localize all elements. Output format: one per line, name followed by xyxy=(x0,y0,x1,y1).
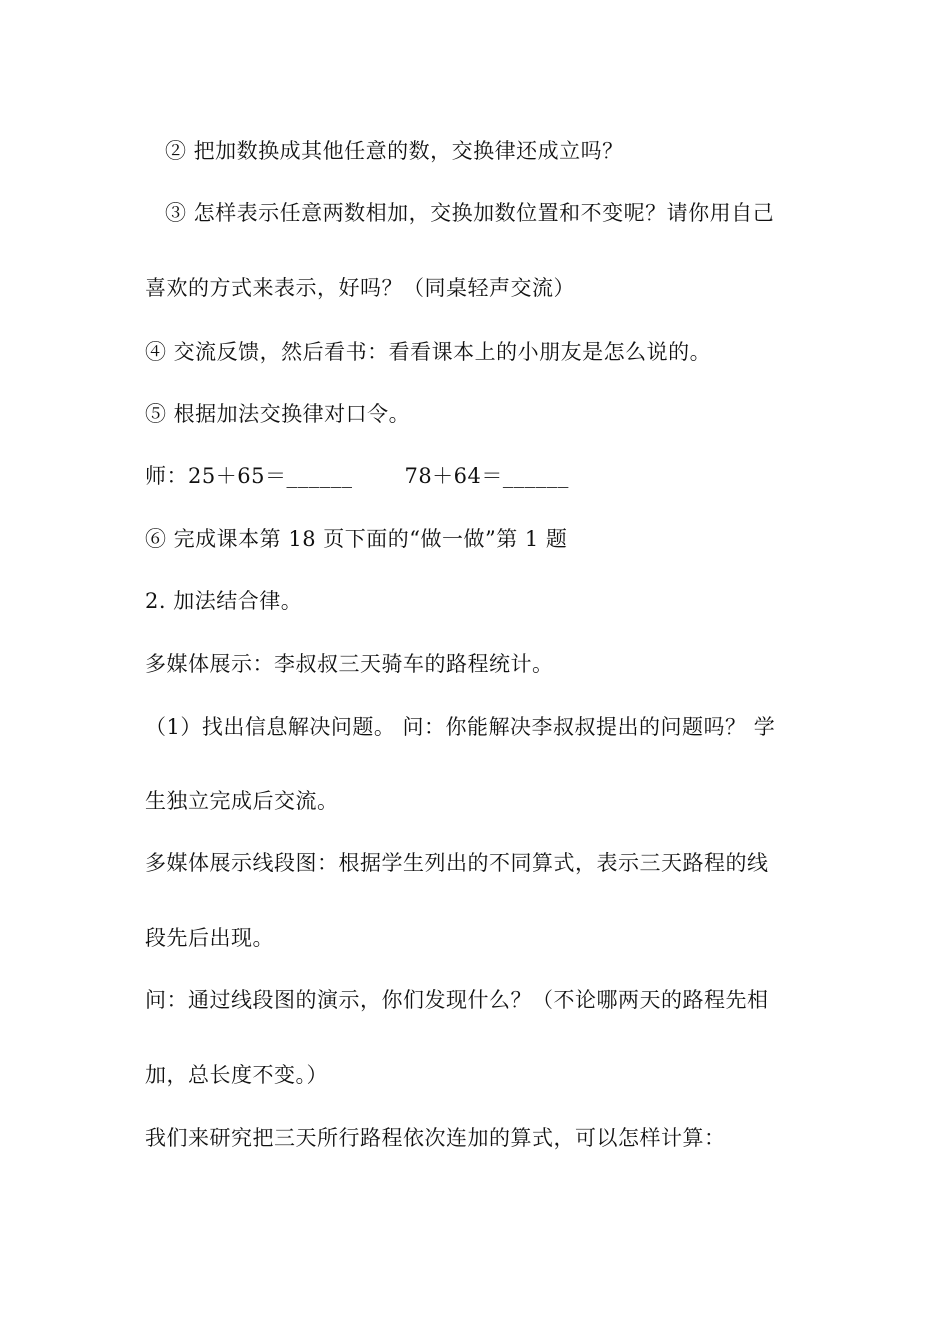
paragraph-line: 多媒体展示线段图：根据学生列出的不同算式，表示三天路程的线 xyxy=(145,851,769,875)
paragraph-line: ② 把加数换成其他任意的数，交换律还成立吗？ xyxy=(165,139,624,163)
paragraph-line: 多媒体展示：李叔叔三天骑车的路程统计。 xyxy=(145,652,554,676)
exercise-item: 78＋64＝______ xyxy=(404,464,569,488)
paragraph-line: ③ 怎样表示任意两数相加，交换加数位置和不变呢？请你用自己 xyxy=(165,201,775,225)
paragraph-line: （1）找出信息解决问题。 问：你能解决李叔叔提出的问题吗？ 学 xyxy=(145,715,776,739)
paragraph-line: 喜欢的方式来表示，好吗？（同桌轻声交流） xyxy=(145,276,575,300)
paragraph-line: ⑥ 完成课本第 18 页下面的“做一做”第 1 题 xyxy=(145,527,568,551)
paragraph-line: 加，总长度不变。） xyxy=(145,1063,328,1087)
paragraph-line: ⑤ 根据加法交换律对口令。 xyxy=(145,402,411,426)
exercise-item: 师：25＋65＝______ xyxy=(145,464,353,488)
paragraph-line: 问：通过线段图的演示，你们发现什么？（不论哪两天的路程先相 xyxy=(145,988,769,1012)
paragraph-line: ④ 交流反馈，然后看书：看看课本上的小朋友是怎么说的。 xyxy=(145,340,712,364)
section-heading: 2. 加法结合律。 xyxy=(145,589,303,613)
paragraph-line: 生独立完成后交流。 xyxy=(145,789,339,813)
exercise-line xyxy=(145,462,569,490)
paragraph-line: 段先后出现。 xyxy=(145,926,274,950)
paragraph-line: 我们来研究把三天所行路程依次连加的算式，可以怎样计算： xyxy=(145,1126,726,1150)
